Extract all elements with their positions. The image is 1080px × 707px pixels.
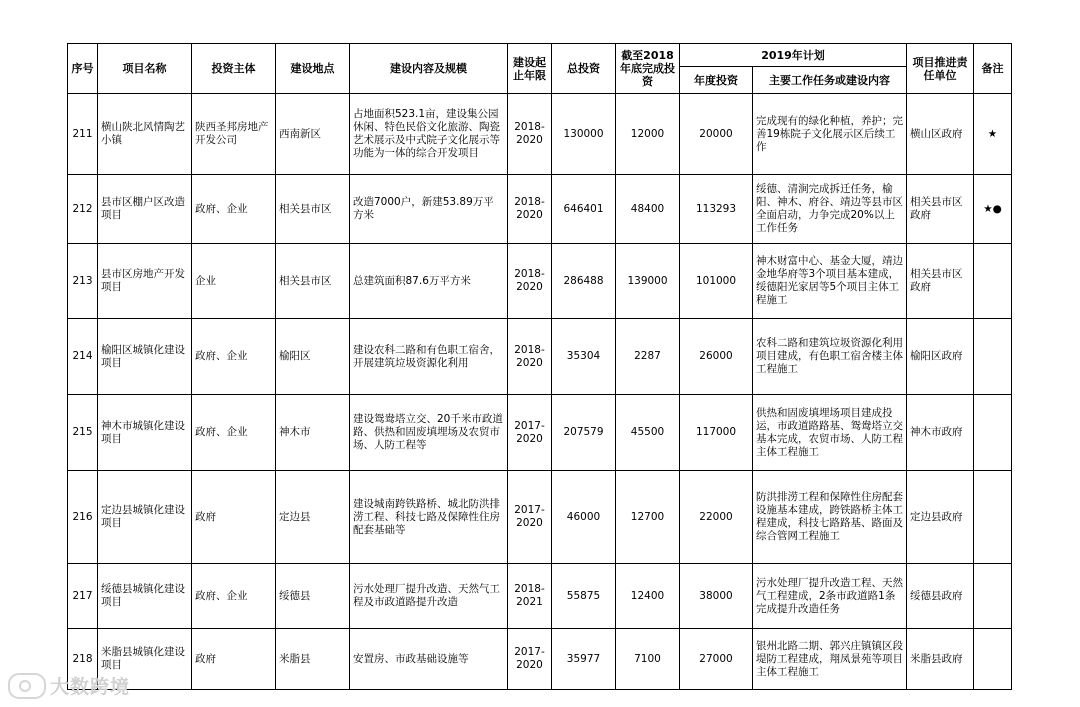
header-tasks: 主要工作任务或建设内容 <box>753 67 907 94</box>
cell-content: 占地面积523.1亩，建设集公园休闲、特色民俗文化旅游、陶瓷艺术展示及中式院子文化展示等功能为一体的综合开发项目 <box>350 94 508 175</box>
cell-investor: 政府、企业 <box>192 564 276 629</box>
cell-period: 2017-2020 <box>508 395 552 471</box>
cell-seq: 216 <box>68 471 98 564</box>
cell-location: 相关县市区 <box>276 175 350 244</box>
cell-remark <box>974 471 1012 564</box>
cell-period: 2018-2021 <box>508 564 552 629</box>
cell-investor: 政府、企业 <box>192 319 276 395</box>
header-plan2019: 2019年计划 <box>680 44 907 67</box>
cell-annual: 101000 <box>680 244 753 319</box>
cell-remark <box>974 629 1012 690</box>
cell-total: 35977 <box>552 629 616 690</box>
cell-name: 县市区房地产开发项目 <box>98 244 192 319</box>
cell-done: 7100 <box>616 629 680 690</box>
cell-period: 2017-2020 <box>508 471 552 564</box>
header-annual: 年度投资 <box>680 67 753 94</box>
table-row <box>68 244 1012 319</box>
table-row <box>68 395 1012 471</box>
cell-period: 2018-2020 <box>508 175 552 244</box>
cell-tasks: 神木财富中心、基金大厦，靖边金地华府等3个项目基本建成，绥德阳光家居等5个项目主体工程施工 <box>753 244 907 319</box>
header-done2018: 截至2018年底完成投资 <box>616 44 680 94</box>
cell-remark <box>974 319 1012 395</box>
cell-seq: 211 <box>68 94 98 175</box>
cell-total: 646401 <box>552 175 616 244</box>
cell-tasks: 绥德、清涧完成拆迁任务，榆阳、神木、府谷、靖边等县市区全面启动，力争完成20%以上工作任务 <box>753 175 907 244</box>
cell-investor: 政府、企业 <box>192 175 276 244</box>
cell-annual: 20000 <box>680 94 753 175</box>
cell-done: 12000 <box>616 94 680 175</box>
cell-tasks: 污水处理厂提升改造工程、天然气工程建成，2条市政道路1条完成提升改造任务 <box>753 564 907 629</box>
cell-seq: 214 <box>68 319 98 395</box>
table-row <box>68 629 1012 690</box>
cell-unit: 绥德县政府 <box>907 564 974 629</box>
cell-content: 改造7000户，新建53.89万平方米 <box>350 175 508 244</box>
cell-investor: 政府 <box>192 471 276 564</box>
cell-annual: 113293 <box>680 175 753 244</box>
cell-location: 西南新区 <box>276 94 350 175</box>
table-row <box>68 471 1012 564</box>
cell-annual: 117000 <box>680 395 753 471</box>
watermark-text: 大数跨境 <box>50 676 131 698</box>
header-investor: 投资主体 <box>192 44 276 94</box>
cell-content: 建设城南跨铁路桥、城北防洪排涝工程、科技七路及保障性住房配套基础等 <box>350 471 508 564</box>
table-row <box>68 564 1012 629</box>
cell-content: 建设鸳鸯塔立交、20千米市政道路、供热和固废填埋场及农贸市场、人防工程等 <box>350 395 508 471</box>
cell-annual: 22000 <box>680 471 753 564</box>
cell-unit: 相关县市区政府 <box>907 244 974 319</box>
cell-done: 139000 <box>616 244 680 319</box>
cell-total: 130000 <box>552 94 616 175</box>
cell-seq: 218 <box>68 629 98 690</box>
cell-unit: 米脂县政府 <box>907 629 974 690</box>
cell-investor: 政府、企业 <box>192 395 276 471</box>
header-name: 项目名称 <box>98 44 192 94</box>
header-seq: 序号 <box>68 44 98 94</box>
cell-seq: 212 <box>68 175 98 244</box>
cell-annual: 26000 <box>680 319 753 395</box>
cell-content: 建设农科二路和有色职工宿舍，开展建筑垃圾资源化利用 <box>350 319 508 395</box>
cell-seq: 213 <box>68 244 98 319</box>
cell-total: 35304 <box>552 319 616 395</box>
cell-seq: 217 <box>68 564 98 629</box>
cell-done: 48400 <box>616 175 680 244</box>
cell-location: 绥德县 <box>276 564 350 629</box>
cell-location: 神木市 <box>276 395 350 471</box>
cell-investor: 政府 <box>192 629 276 690</box>
table-row <box>68 319 1012 395</box>
cell-tasks: 防洪排涝工程和保障性住房配套设施基本建成，跨铁路桥主体工程建成，科技七路路基、路面及综合管网工程施工 <box>753 471 907 564</box>
cell-remark <box>974 244 1012 319</box>
header-content: 建设内容及规模 <box>350 44 508 94</box>
cell-remark: ★● <box>974 175 1012 244</box>
header-period: 建设起止年限 <box>508 44 552 94</box>
watermark-logo-icon <box>8 673 46 699</box>
cell-total: 46000 <box>552 471 616 564</box>
cell-annual: 38000 <box>680 564 753 629</box>
cell-name: 米脂县城镇化建设项目 <box>98 629 192 690</box>
cell-seq: 215 <box>68 395 98 471</box>
cell-tasks: 完成现有的绿化种植，养护；完善19栋院子文化展示区后续工作 <box>753 94 907 175</box>
cell-done: 45500 <box>616 395 680 471</box>
cell-period: 2018-2020 <box>508 319 552 395</box>
cell-unit: 相关县市区政府 <box>907 175 974 244</box>
table-row <box>68 94 1012 175</box>
cell-done: 12700 <box>616 471 680 564</box>
cell-unit: 榆阳区政府 <box>907 319 974 395</box>
cell-tasks: 银州北路二期、郭兴庄镇镇区段堤防工程建成，翔凤景苑等项目主体工程施工 <box>753 629 907 690</box>
cell-annual: 27000 <box>680 629 753 690</box>
cell-name: 绥德县城镇化建设项目 <box>98 564 192 629</box>
cell-content: 污水处理厂提升改造、天然气工程及市政道路提升改造 <box>350 564 508 629</box>
watermark <box>8 672 130 699</box>
cell-name: 神木市城镇化建设项目 <box>98 395 192 471</box>
cell-total: 207579 <box>552 395 616 471</box>
cell-period: 2018-2020 <box>508 244 552 319</box>
cell-unit: 神木市政府 <box>907 395 974 471</box>
cell-done: 12400 <box>616 564 680 629</box>
cell-content: 安置房、市政基础设施等 <box>350 629 508 690</box>
cell-remark: ★ <box>974 94 1012 175</box>
cell-location: 定边县 <box>276 471 350 564</box>
project-table <box>67 43 1012 690</box>
cell-period: 2018-2020 <box>508 94 552 175</box>
cell-investor: 陕西圣邦房地产开发公司 <box>192 94 276 175</box>
cell-location: 榆阳区 <box>276 319 350 395</box>
cell-content: 总建筑面积87.6万平方米 <box>350 244 508 319</box>
cell-remark <box>974 395 1012 471</box>
cell-name: 榆阳区城镇化建设项目 <box>98 319 192 395</box>
cell-location: 相关县市区 <box>276 244 350 319</box>
cell-tasks: 农科二路和建筑垃圾资源化利用项目建成，有色职工宿舍楼主体工程施工 <box>753 319 907 395</box>
cell-done: 2287 <box>616 319 680 395</box>
cell-location: 米脂县 <box>276 629 350 690</box>
cell-remark <box>974 564 1012 629</box>
table-row <box>68 175 1012 244</box>
header-unit: 项目推进责任单位 <box>907 44 974 94</box>
cell-name: 县市区棚户区改造项目 <box>98 175 192 244</box>
cell-name: 横山陕北风情陶艺小镇 <box>98 94 192 175</box>
header-total: 总投资 <box>552 44 616 94</box>
header-remarks: 备注 <box>974 44 1012 94</box>
table-body <box>68 94 1012 690</box>
header-location: 建设地点 <box>276 44 350 94</box>
cell-tasks: 供热和固废填埋场项目建成投运，市政道路路基、鸳鸯塔立交基本完成，农贸市场、人防工程主体工程施工 <box>753 395 907 471</box>
cell-total: 286488 <box>552 244 616 319</box>
cell-investor: 企业 <box>192 244 276 319</box>
cell-name: 定边县城镇化建设项目 <box>98 471 192 564</box>
cell-period: 2017-2020 <box>508 629 552 690</box>
cell-total: 55875 <box>552 564 616 629</box>
cell-unit: 定边县政府 <box>907 471 974 564</box>
cell-unit: 横山区政府 <box>907 94 974 175</box>
